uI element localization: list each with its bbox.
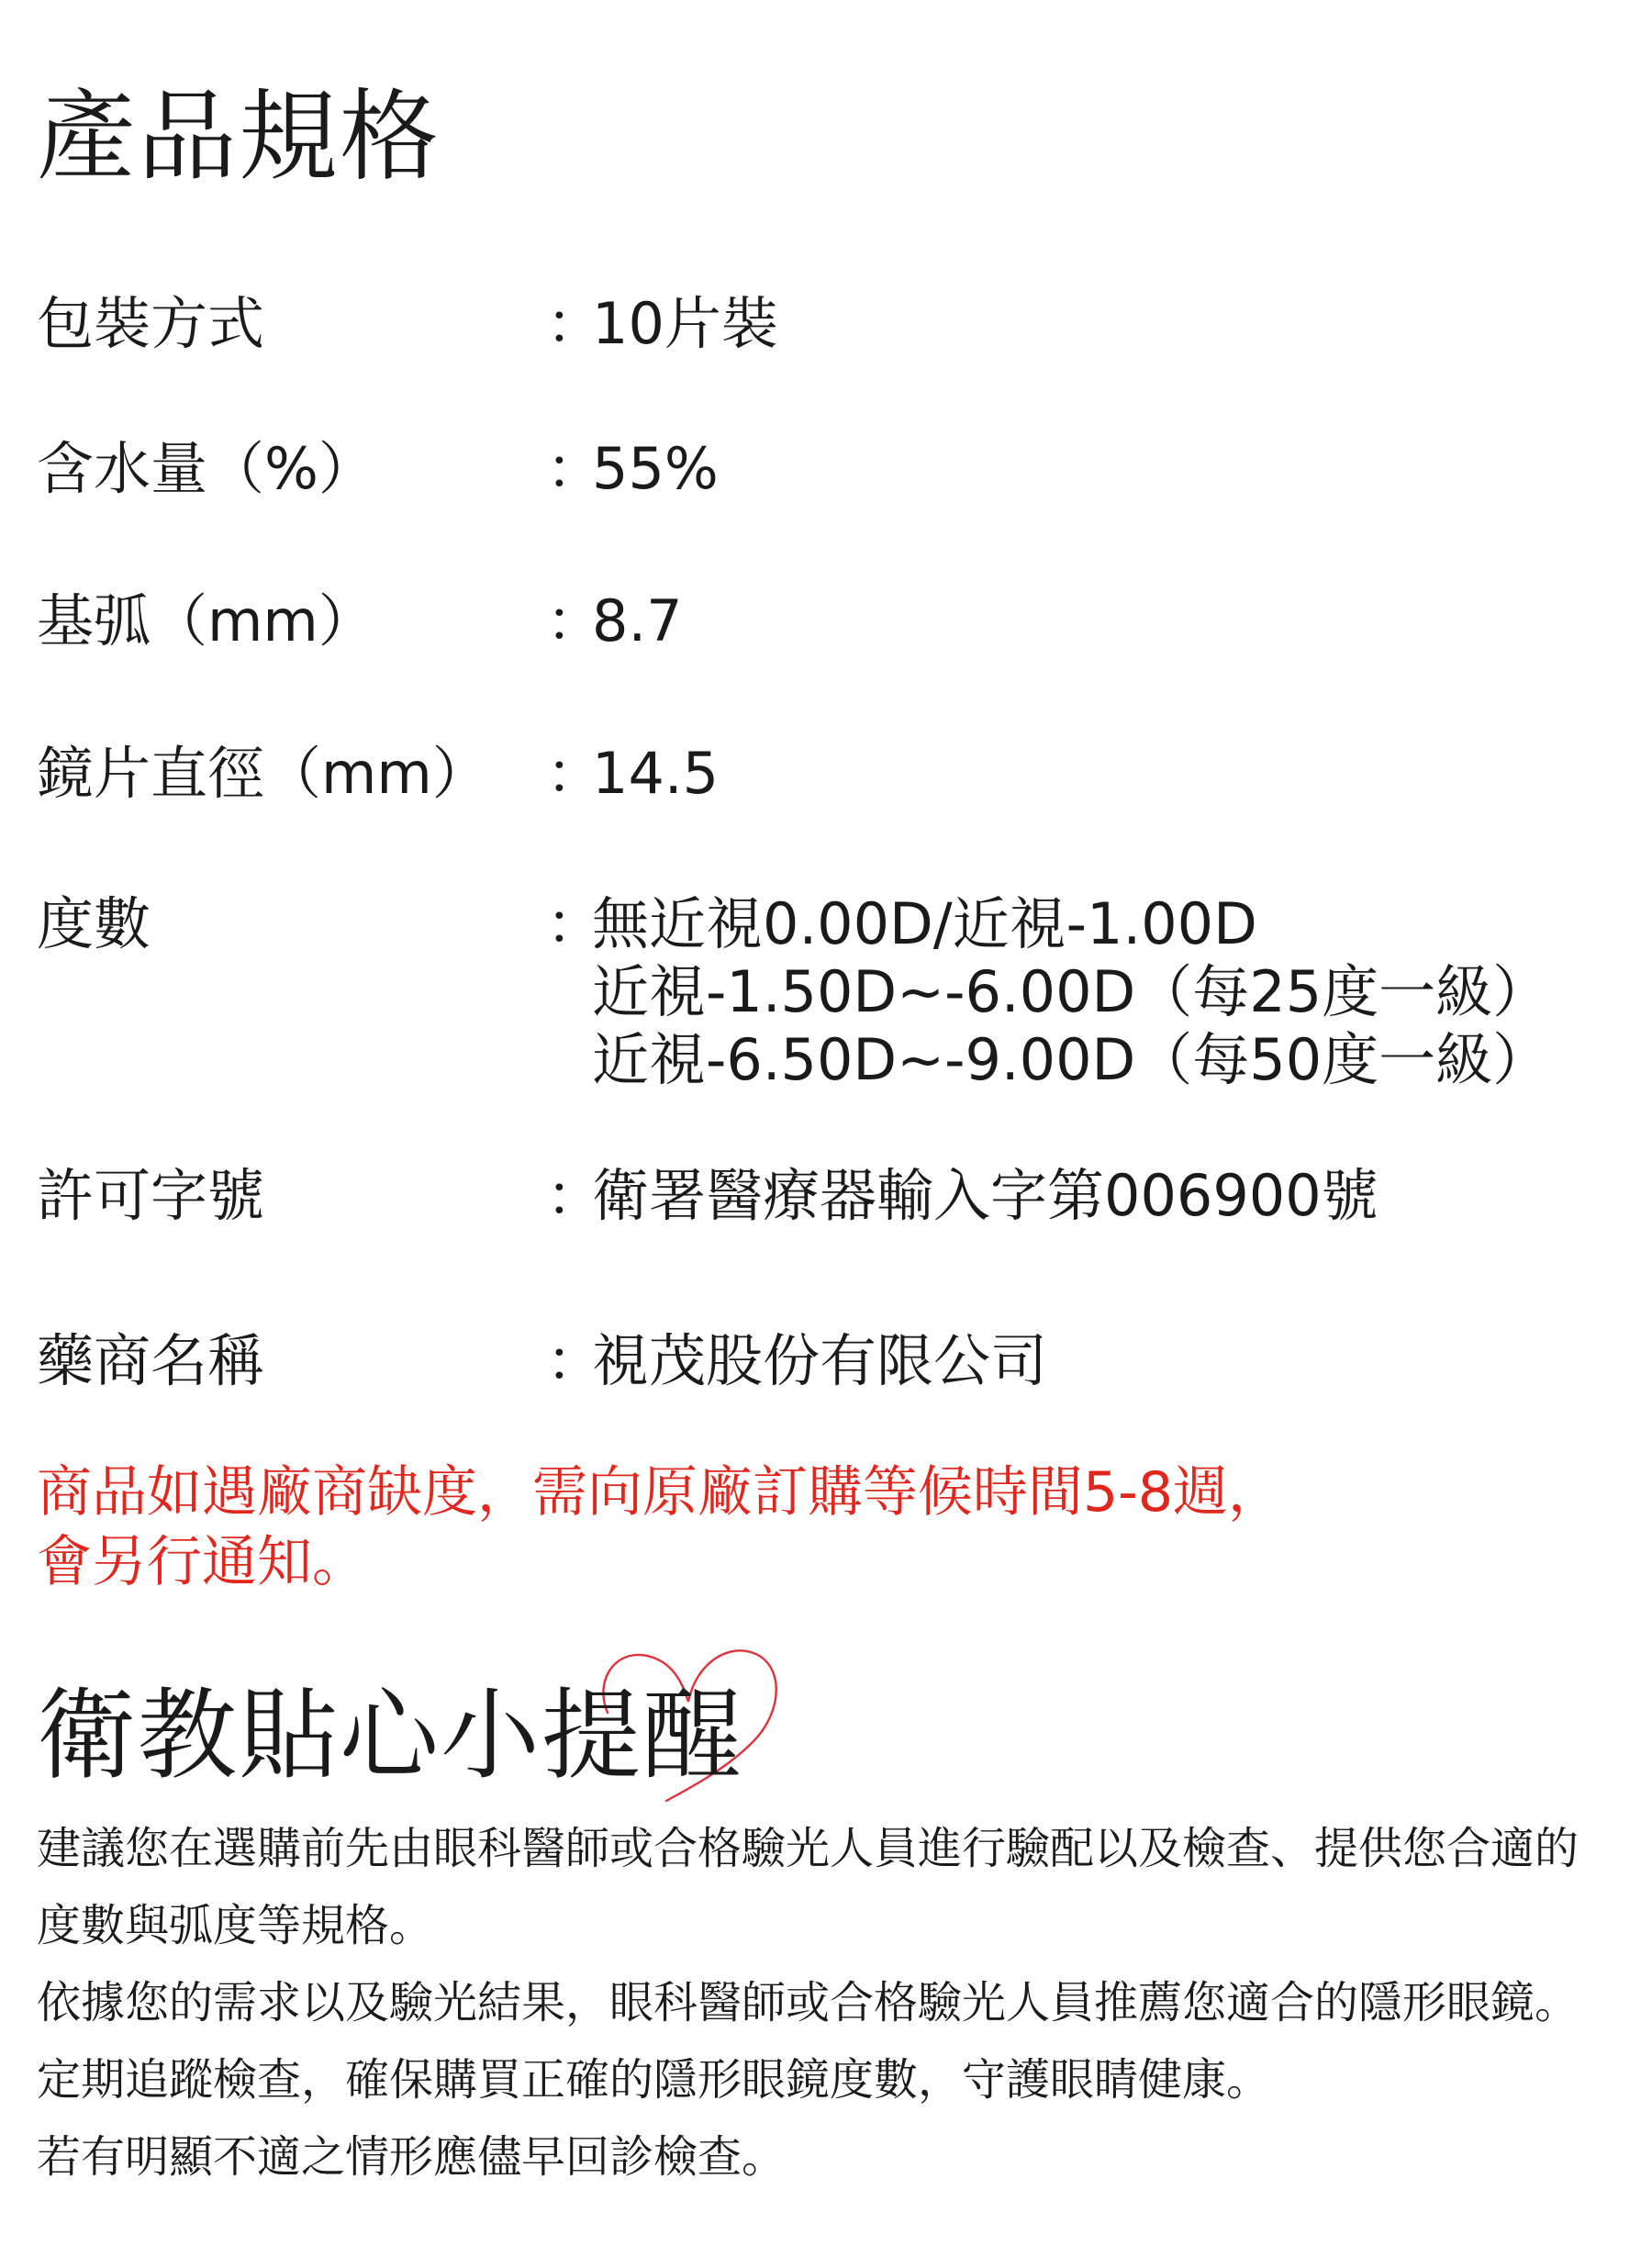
tip-line: 依據您的需求以及驗光結果，眼科醫師或合格驗光人員推薦您適合的隱形眼鏡。 bbox=[37, 1977, 1579, 2028]
tips-heading: 衛教貼心小提醒 bbox=[37, 1679, 744, 1793]
spec-value-line: 8.7 bbox=[592, 587, 683, 654]
spec-value bbox=[592, 290, 778, 358]
spec-value bbox=[592, 435, 719, 503]
spec-value bbox=[592, 1162, 1379, 1230]
spec-colon: ： bbox=[546, 290, 604, 357]
spec-label: 度數 bbox=[37, 890, 151, 957]
spec-colon: ： bbox=[546, 435, 604, 502]
spec-value-line: 近視-1.50D~-6.00D（每25度一級） bbox=[592, 958, 1550, 1025]
spec-label: 許可字號 bbox=[37, 1162, 265, 1229]
spec-colon: ： bbox=[546, 1162, 604, 1229]
spec-colon: ： bbox=[546, 1327, 604, 1394]
spec-value-line: 55% bbox=[592, 435, 719, 502]
tips-list bbox=[37, 1810, 1624, 2196]
spec-value bbox=[592, 1327, 1047, 1395]
spec-value-line: 14.5 bbox=[592, 740, 720, 807]
spec-colon: ： bbox=[546, 890, 604, 957]
spec-value-line: 衛署醫療器輸入字第006900號 bbox=[592, 1162, 1379, 1229]
spec-value-line: 視茂股份有限公司 bbox=[592, 1327, 1048, 1394]
spec-value bbox=[592, 740, 719, 808]
spec-value-line: 無近視0.00D/近視-1.00D bbox=[592, 890, 1257, 957]
spec-value-line: 近視-6.50D~-9.00D（每50度一級） bbox=[592, 1026, 1550, 1093]
tip-line: 定期追蹤檢查，確保購買正確的隱形眼鏡度數，守護眼睛健康。 bbox=[37, 2054, 1271, 2106]
spec-label: 基弧（mm） bbox=[37, 587, 375, 654]
spec-title: 產品規格 bbox=[37, 80, 441, 195]
tip-line: 若有明顯不適之情形應儘早回診檢查。 bbox=[37, 2131, 787, 2183]
spec-value bbox=[592, 890, 1549, 1094]
tip-line: 建議您在選購前先由眼科醫師或合格驗光人員進行驗配以及檢查、提供您合適的 bbox=[37, 1823, 1579, 1874]
spec-label: 包裝方式 bbox=[37, 290, 265, 357]
tip-line: 度數與弧度等規格。 bbox=[37, 1900, 434, 1951]
spec-label: 含水量（%） bbox=[37, 435, 375, 502]
stock-notice-line: 商品如遇廠商缺度，需向原廠訂購等候時間5-8週， bbox=[37, 1460, 1283, 1525]
spec-label: 鏡片直徑（mm） bbox=[37, 740, 489, 807]
spec-colon: ： bbox=[546, 740, 604, 807]
spec-colon: ： bbox=[546, 587, 604, 654]
spec-value bbox=[592, 587, 683, 655]
stock-notice-line: 會另行通知。 bbox=[37, 1530, 367, 1594]
spec-label: 藥商名稱 bbox=[37, 1327, 265, 1394]
stock-notice bbox=[37, 1458, 1283, 1597]
spec-value-line: 10片裝 bbox=[592, 290, 778, 357]
